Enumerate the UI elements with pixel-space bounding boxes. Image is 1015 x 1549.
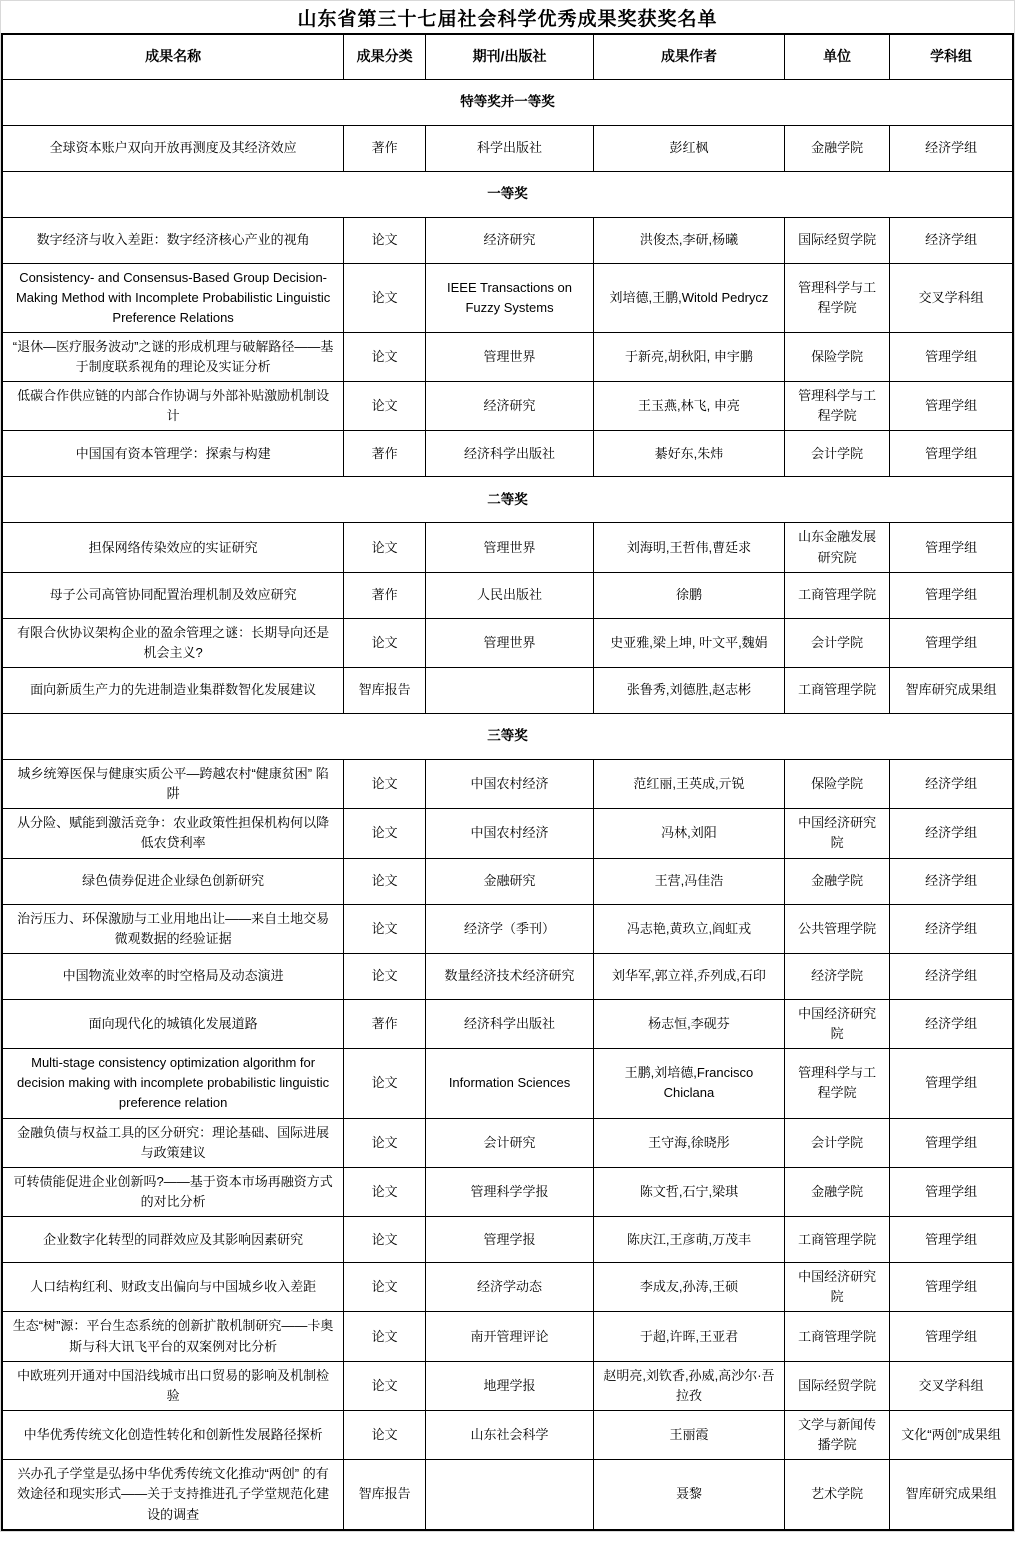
cell-journal-publisher: 会计研究 (426, 1118, 594, 1167)
cell-category: 论文 (344, 332, 426, 381)
cell-authors: 于超,许晖,王亚君 (593, 1312, 784, 1361)
cell-unit: 管理科学与工程学院 (785, 263, 890, 332)
cell-discipline-group: 经济学组 (890, 760, 1013, 809)
cell-discipline-group: 管理学组 (890, 1049, 1013, 1118)
cell-journal-publisher: 数量经济技术经济研究 (426, 953, 594, 999)
cell-achievement-name: 数字经济与收入差距：数字经济核心产业的视角 (2, 217, 344, 263)
section-label: 一等奖 (2, 171, 1013, 217)
cell-unit: 中国经济研究院 (785, 999, 890, 1048)
cell-category: 论文 (344, 618, 426, 667)
cell-journal-publisher: 地理学报 (426, 1361, 594, 1410)
cell-journal-publisher: 中国农村经济 (426, 809, 594, 858)
table-row (2, 382, 1013, 431)
table-row (2, 125, 1013, 171)
cell-category: 论文 (344, 858, 426, 904)
cell-authors: 杨志恒,李砚芬 (593, 999, 784, 1048)
cell-journal-publisher: 人民出版社 (426, 572, 594, 618)
cell-journal-publisher: 经济学动态 (426, 1263, 594, 1312)
cell-category: 著作 (344, 431, 426, 477)
cell-category: 论文 (344, 1049, 426, 1118)
table-row (2, 1411, 1013, 1460)
table-row (2, 431, 1013, 477)
cell-authors: 徐鹏 (593, 572, 784, 618)
cell-unit: 艺术学院 (785, 1460, 890, 1530)
cell-discipline-group: 管理学组 (890, 523, 1013, 572)
cell-discipline-group: 交叉学科组 (890, 263, 1013, 332)
cell-authors: 王营,冯佳浩 (593, 858, 784, 904)
cell-achievement-name: 治污压力、环保激励与工业用地出让——来自土地交易微观数据的经验证据 (2, 904, 344, 953)
cell-achievement-name: 全球资本账户双向开放再测度及其经济效应 (2, 125, 344, 171)
cell-achievement-name: 生态“树”源：平台生态系统的创新扩散机制研究——卡奥斯与科大讯飞平台的双案例对比分析 (2, 1312, 344, 1361)
table-row (2, 809, 1013, 858)
table-row (2, 999, 1013, 1048)
column-header-group: 学科组 (890, 34, 1013, 79)
table-row (2, 618, 1013, 667)
cell-unit: 管理科学与工程学院 (785, 1049, 890, 1118)
cell-authors: 刘培德,王鹏,Witold Pedrycz (593, 263, 784, 332)
cell-unit: 经济学院 (785, 953, 890, 999)
cell-journal-publisher: 经济研究 (426, 382, 594, 431)
table-row (2, 217, 1013, 263)
cell-category: 论文 (344, 1118, 426, 1167)
cell-unit: 中国经济研究院 (785, 809, 890, 858)
cell-achievement-name: 低碳合作供应链的内部合作协调与外部补贴激励机制设计 (2, 382, 344, 431)
cell-discipline-group: 管理学组 (890, 618, 1013, 667)
cell-authors: 陈文哲,石宁,梁琪 (593, 1167, 784, 1216)
cell-authors: 刘华军,郭立祥,乔列成,石印 (593, 953, 784, 999)
cell-discipline-group: 经济学组 (890, 125, 1013, 171)
cell-category: 论文 (344, 760, 426, 809)
cell-journal-publisher: 南开管理评论 (426, 1312, 594, 1361)
cell-achievement-name: 人口结构红利、财政支出偏向与中国城乡收入差距 (2, 1263, 344, 1312)
cell-unit: 国际经贸学院 (785, 1361, 890, 1410)
cell-journal-publisher: IEEE Transactions on Fuzzy Systems (426, 263, 594, 332)
cell-achievement-name: 绿色债券促进企业绿色创新研究 (2, 858, 344, 904)
cell-authors: 王玉燕,林飞, 申亮 (593, 382, 784, 431)
cell-category: 论文 (344, 904, 426, 953)
cell-authors: 冯志艳,黄玖立,阎虹戎 (593, 904, 784, 953)
column-header-journal: 期刊/出版社 (426, 34, 594, 79)
cell-discipline-group: 智库研究成果组 (890, 668, 1013, 714)
cell-category: 论文 (344, 1217, 426, 1263)
cell-authors: 赵明亮,刘钦香,孙威,高沙尔·吾拉孜 (593, 1361, 784, 1410)
column-header-name: 成果名称 (2, 34, 344, 79)
table-row (2, 1312, 1013, 1361)
cell-journal-publisher: 中国农村经济 (426, 760, 594, 809)
cell-discipline-group: 经济学组 (890, 858, 1013, 904)
cell-unit: 山东金融发展研究院 (785, 523, 890, 572)
cell-journal-publisher: 管理世界 (426, 618, 594, 667)
cell-category: 论文 (344, 1312, 426, 1361)
cell-achievement-name: 母子公司高管协同配置治理机制及效应研究 (2, 572, 344, 618)
section-row (2, 79, 1013, 125)
cell-unit: 金融学院 (785, 1167, 890, 1216)
cell-discipline-group: 文化“两创”成果组 (890, 1411, 1013, 1460)
table-row (2, 1263, 1013, 1312)
cell-journal-publisher: 经济研究 (426, 217, 594, 263)
cell-category: 论文 (344, 953, 426, 999)
cell-category: 著作 (344, 572, 426, 618)
awards-table (1, 33, 1014, 1531)
cell-unit: 工商管理学院 (785, 572, 890, 618)
cell-journal-publisher: 管理世界 (426, 332, 594, 381)
cell-category: 论文 (344, 1167, 426, 1216)
cell-journal-publisher: 管理学报 (426, 1217, 594, 1263)
cell-category: 论文 (344, 523, 426, 572)
cell-category: 论文 (344, 809, 426, 858)
cell-category: 论文 (344, 263, 426, 332)
cell-achievement-name: 中华优秀传统文化创造性转化和创新性发展路径探析 (2, 1411, 344, 1460)
cell-achievement-name: 企业数字化转型的同群效应及其影响因素研究 (2, 1217, 344, 1263)
cell-discipline-group: 管理学组 (890, 1312, 1013, 1361)
cell-authors: 张鲁秀,刘德胜,赵志彬 (593, 668, 784, 714)
cell-discipline-group: 管理学组 (890, 1263, 1013, 1312)
cell-authors: 李成友,孙涛,王硕 (593, 1263, 784, 1312)
cell-discipline-group: 管理学组 (890, 572, 1013, 618)
cell-journal-publisher: 科学出版社 (426, 125, 594, 171)
cell-discipline-group: 经济学组 (890, 809, 1013, 858)
cell-unit: 会计学院 (785, 431, 890, 477)
cell-category: 智库报告 (344, 668, 426, 714)
table-row (2, 523, 1013, 572)
cell-achievement-name: 面向现代化的城镇化发展道路 (2, 999, 344, 1048)
cell-authors: 冯林,刘阳 (593, 809, 784, 858)
cell-unit: 工商管理学院 (785, 1217, 890, 1263)
page-title: 山东省第三十七届社会科学优秀成果奖获奖名单 (297, 8, 718, 30)
cell-authors: 刘海明,王哲伟,曹廷求 (593, 523, 784, 572)
column-header-authors: 成果作者 (593, 34, 784, 79)
cell-achievement-name: 中国物流业效率的时空格局及动态演进 (2, 953, 344, 999)
cell-unit: 工商管理学院 (785, 668, 890, 714)
cell-journal-publisher: 金融研究 (426, 858, 594, 904)
cell-discipline-group: 经济学组 (890, 953, 1013, 999)
cell-category: 论文 (344, 217, 426, 263)
section-row (2, 477, 1013, 523)
cell-authors: 彭红枫 (593, 125, 784, 171)
table-row (2, 1460, 1013, 1530)
table-row (2, 1049, 1013, 1118)
cell-unit: 金融学院 (785, 858, 890, 904)
cell-discipline-group: 智库研究成果组 (890, 1460, 1013, 1530)
cell-category: 论文 (344, 1263, 426, 1312)
cell-discipline-group: 交叉学科组 (890, 1361, 1013, 1410)
cell-discipline-group: 经济学组 (890, 999, 1013, 1048)
cell-journal-publisher: 管理科学学报 (426, 1167, 594, 1216)
header-row (2, 34, 1013, 79)
cell-authors: 史亚雅,梁上坤, 叶文平,魏娟 (593, 618, 784, 667)
table-row (2, 1217, 1013, 1263)
cell-authors: 于新亮,胡秋阳, 申宇鹏 (593, 332, 784, 381)
cell-authors: 洪俊杰,李研,杨曦 (593, 217, 784, 263)
cell-unit: 保险学院 (785, 332, 890, 381)
cell-discipline-group: 管理学组 (890, 1217, 1013, 1263)
cell-unit: 文学与新闻传播学院 (785, 1411, 890, 1460)
cell-discipline-group: 经济学组 (890, 904, 1013, 953)
cell-unit: 公共管理学院 (785, 904, 890, 953)
cell-unit: 管理科学与工程学院 (785, 382, 890, 431)
table-row (2, 332, 1013, 381)
table-row (2, 572, 1013, 618)
cell-authors: 綦好东,朱炜 (593, 431, 784, 477)
cell-authors: 聂黎 (593, 1460, 784, 1530)
table-row (2, 668, 1013, 714)
table-row (2, 953, 1013, 999)
table-row (2, 760, 1013, 809)
cell-achievement-name: 从分险、赋能到激活竞争：农业政策性担保机构何以降低农贷利率 (2, 809, 344, 858)
cell-unit: 国际经贸学院 (785, 217, 890, 263)
section-label: 三等奖 (2, 714, 1013, 760)
cell-journal-publisher (426, 1460, 594, 1530)
cell-unit: 中国经济研究院 (785, 1263, 890, 1312)
cell-achievement-name: 兴办孔子学堂是弘扬中华优秀传统文化推动“两创” 的有效途径和现实形式——关于支持推进孔子学堂规范化建设的调查 (2, 1460, 344, 1530)
cell-achievement-name: 城乡统筹医保与健康实质公平—跨越农村“健康贫困” 陷阱 (2, 760, 344, 809)
cell-category: 著作 (344, 999, 426, 1048)
cell-discipline-group: 管理学组 (890, 1118, 1013, 1167)
cell-unit: 金融学院 (785, 125, 890, 171)
column-header-unit: 单位 (785, 34, 890, 79)
cell-discipline-group: 管理学组 (890, 382, 1013, 431)
cell-achievement-name: 中欧班列开通对中国沿线城市出口贸易的影响及机制检验 (2, 1361, 344, 1410)
cell-category: 论文 (344, 1361, 426, 1410)
section-row (2, 171, 1013, 217)
cell-achievement-name: “退休—医疗服务波动”之谜的形成机理与破解路径——基于制度联系视角的理论及实证分析 (2, 332, 344, 381)
cell-discipline-group: 经济学组 (890, 217, 1013, 263)
cell-journal-publisher: 经济科学出版社 (426, 999, 594, 1048)
cell-unit: 保险学院 (785, 760, 890, 809)
cell-journal-publisher: 经济学（季刊） (426, 904, 594, 953)
cell-achievement-name: 金融负债与权益工具的区分研究：理论基础、国际进展与政策建议 (2, 1118, 344, 1167)
cell-achievement-name: 有限合伙协议架构企业的盈余管理之谜：长期导向还是机会主义? (2, 618, 344, 667)
table-row (2, 904, 1013, 953)
cell-achievement-name: Consistency- and Consensus-Based Group Decision-Making Method with Incomplete Probabilistic Linguistic Preference Relations (2, 263, 344, 332)
cell-discipline-group: 管理学组 (890, 1167, 1013, 1216)
cell-authors: 王鹏,刘培德,Francisco Chiclana (593, 1049, 784, 1118)
cell-authors: 范红丽,王英成,亓锐 (593, 760, 784, 809)
cell-category: 论文 (344, 382, 426, 431)
cell-journal-publisher: 管理世界 (426, 523, 594, 572)
cell-journal-publisher (426, 668, 594, 714)
cell-unit: 工商管理学院 (785, 1312, 890, 1361)
cell-achievement-name: Multi-stage consistency optimization algorithm for decision making with incomplete probabilistic linguistic preference relation (2, 1049, 344, 1118)
section-label: 特等奖并一等奖 (2, 79, 1013, 125)
table-row (2, 858, 1013, 904)
cell-achievement-name: 中国国有资本管理学：探索与构建 (2, 431, 344, 477)
table-row (2, 1361, 1013, 1410)
cell-discipline-group: 管理学组 (890, 332, 1013, 381)
section-row (2, 714, 1013, 760)
cell-journal-publisher: 经济科学出版社 (426, 431, 594, 477)
cell-unit: 会计学院 (785, 618, 890, 667)
cell-category: 论文 (344, 1411, 426, 1460)
cell-journal-publisher: Information Sciences (426, 1049, 594, 1118)
cell-achievement-name: 面向新质生产力的先进制造业集群数智化发展建议 (2, 668, 344, 714)
cell-discipline-group: 管理学组 (890, 431, 1013, 477)
section-label: 二等奖 (2, 477, 1013, 523)
cell-category: 著作 (344, 125, 426, 171)
cell-achievement-name: 担保网络传染效应的实证研究 (2, 523, 344, 572)
column-header-category: 成果分类 (344, 34, 426, 79)
cell-achievement-name: 可转债能促进企业创新吗?——基于资本市场再融资方式的对比分析 (2, 1167, 344, 1216)
cell-authors: 王守海,徐晓彤 (593, 1118, 784, 1167)
table-row (2, 1118, 1013, 1167)
table-row (2, 263, 1013, 332)
table-row (2, 1167, 1013, 1216)
cell-unit: 会计学院 (785, 1118, 890, 1167)
cell-category: 智库报告 (344, 1460, 426, 1530)
cell-authors: 王丽霞 (593, 1411, 784, 1460)
cell-authors: 陈庆江,王彦萌,万茂丰 (593, 1217, 784, 1263)
cell-journal-publisher: 山东社会科学 (426, 1411, 594, 1460)
